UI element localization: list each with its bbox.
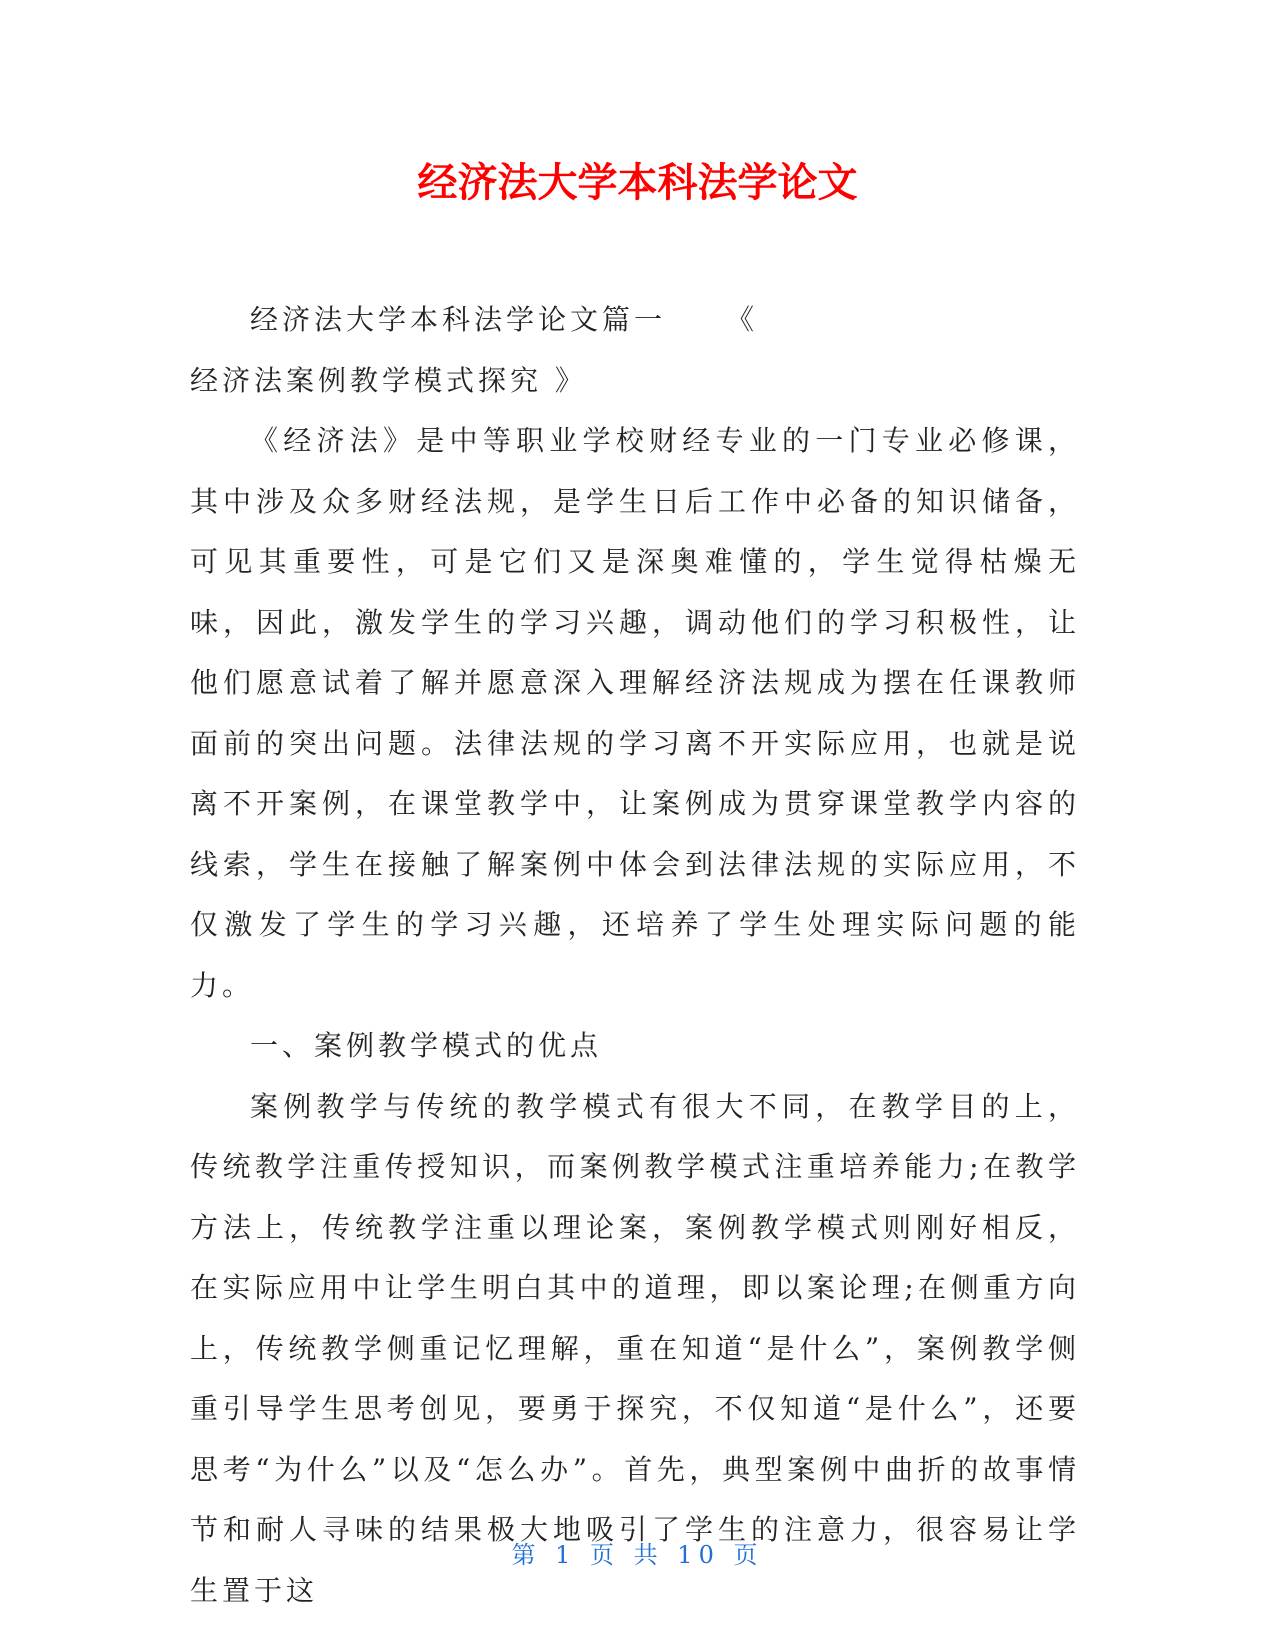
subsection-heading: 一、案例教学模式的优点: [250, 1029, 603, 1062]
page-number-footer: 第 1 页 共 10 页: [511, 1541, 764, 1569]
paragraph-intro: 《经济法》是中等职业学校财经专业的一门专业必修课，其中涉及众多财经法规，是学生日后工作中必备的知识储备，可见其重要性，可是它们又是深奥难懂的，学生觉得枯燥无味，因此，激发学生的学习兴趣，调动他们的学习积极性，让他们愿意试着了解并愿意深入理解经济法规成为摆在任课教师面前的突出问题。法律法规的学习离不开实际应用，也就是说离不开案例，在课堂教学中，让案例成为贯穿课堂教学内容的线索，学生在接触了解案例中体会到法律法规的实际应用，不仅激发了学生的学习兴趣，还培养了学生处理实际问题的能力。: [190, 424, 1080, 1002]
document-body: [190, 290, 1080, 1621]
section-heading-open-quote: 《: [726, 303, 759, 336]
section-heading-part2: 经济法案例教学模式探究 》: [190, 363, 587, 397]
paragraph-advantages: 案例教学与传统的教学模式有很大不同，在教学目的上，传统教学注重传授知识，而案例教学模式注重培养能力;在教学方法上，传统教学注重以理论案，案例教学模式则刚好相反，在实际应用中让学生明白其中的道理，即以案论理;在侧重方向上，传统教学侧重记忆理解，重在知道“是什么”，案例教学侧重引导学生思考创见，要勇于探究，不仅知道“是什么”，还要思考“为什么”以及“怎么办”。首先，典型案例中曲折的故事情节和耐人寻味的结果极大地吸引了学生的注意力，很容易让学生置于这: [190, 1089, 1080, 1607]
section-heading-part1: 经济法大学本科法学论文篇一: [250, 303, 667, 336]
section-heading: [190, 290, 1080, 411]
document-title: 经济法大学本科法学论文: [417, 160, 858, 206]
